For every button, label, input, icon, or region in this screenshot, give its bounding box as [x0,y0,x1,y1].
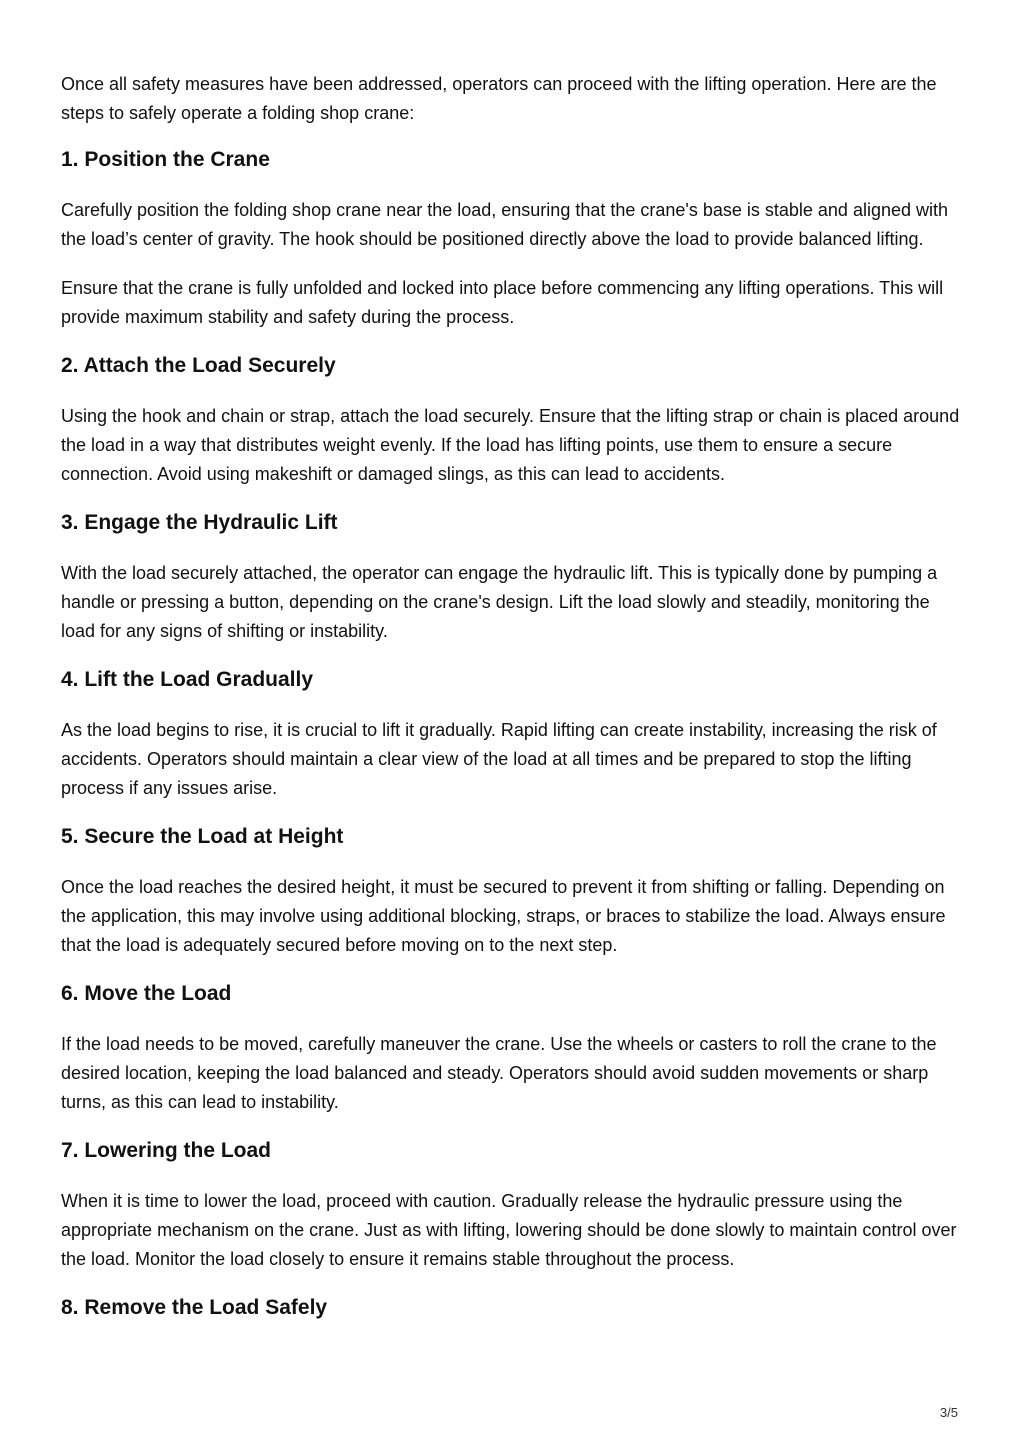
section-heading: 7. Lowering the Load [61,1139,272,1162]
section-paragraph: As the load begins to rise, it is crucial to lift it gradually. Rapid lifting can create instability, increasing the risk of accidents. Operators should maintain a clear view of the load at all times and be prepared to stop the lifting process if any issues arise. [61,720,937,798]
section-lowering-load [61,1137,966,1274]
section-move-load [61,980,966,1117]
section-remove-load [61,1294,966,1322]
section-heading: 1. Position the Crane [61,148,270,171]
section-heading: 3. Engage the Hydraulic Lift [61,511,338,534]
section-position-crane [61,146,966,332]
section-heading: 5. Secure the Load at Height [61,825,344,848]
section-paragraph: With the load securely attached, the operator can engage the hydraulic lift. This is typically done by pumping a handle or pressing a button, depending on the crane's design. Lift the load slowly and steadily, monitoring the load for any signs of shifting or instability. [61,563,938,641]
page-number: 3/5 [939,1405,958,1420]
section-paragraph: Using the hook and chain or strap, attach the load securely. Ensure that the lifting strap or chain is placed around the load in a way that distributes weight evenly. If the load has lifting points, use them to ensure a secure connection. Avoid using makeshift or damaged slings, as this can lead to accidents. [61,406,960,484]
section-heading: 4. Lift the Load Gradually [61,668,314,691]
section-paragraph: Once the load reaches the desired height, it must be secured to prevent it from shifting or falling. Depending on the application, this may involve using additional blocking, straps, or braces to stabilize the load. Always ensure that the load is adequately secured before moving on to the next step. [61,877,946,955]
section-paragraph: Ensure that the crane is fully unfolded and locked into place before commencing any lifting operations. This will provide maximum stability and safety during the process. [61,278,944,327]
section-hydraulic-lift [61,509,966,646]
section-paragraph: If the load needs to be moved, carefully maneuver the crane. Use the wheels or casters to roll the crane to the desired location, keeping the load balanced and steady. Operators should avoid sudden movements or sharp turns, as this can lead to instability. [61,1034,937,1112]
section-heading: 2. Attach the Load Securely [61,354,336,377]
section-attach-load [61,352,966,489]
section-heading: 6. Move the Load [61,982,232,1005]
section-heading: 8. Remove the Load Safely [61,1296,328,1319]
section-secure-height [61,823,966,960]
section-paragraph: Carefully position the folding shop crane near the load, ensuring that the crane's base is stable and aligned with the load’s center of gravity. The hook should be positioned directly above the load to provide balanced lifting. [61,200,949,249]
intro-paragraph: Once all safety measures have been addressed, operators can proceed with the lifting operation. Here are the steps to safely operate a folding shop crane: [61,74,937,123]
document-body [61,70,966,1344]
section-paragraph: When it is time to lower the load, proceed with caution. Gradually release the hydraulic pressure using the appropriate mechanism on the crane. Just as with lifting, lowering should be done slowly to maintain control over the load. Monitor the load closely to ensure it remains stable throughout the process. [61,1191,957,1269]
section-lift-gradually [61,666,966,803]
